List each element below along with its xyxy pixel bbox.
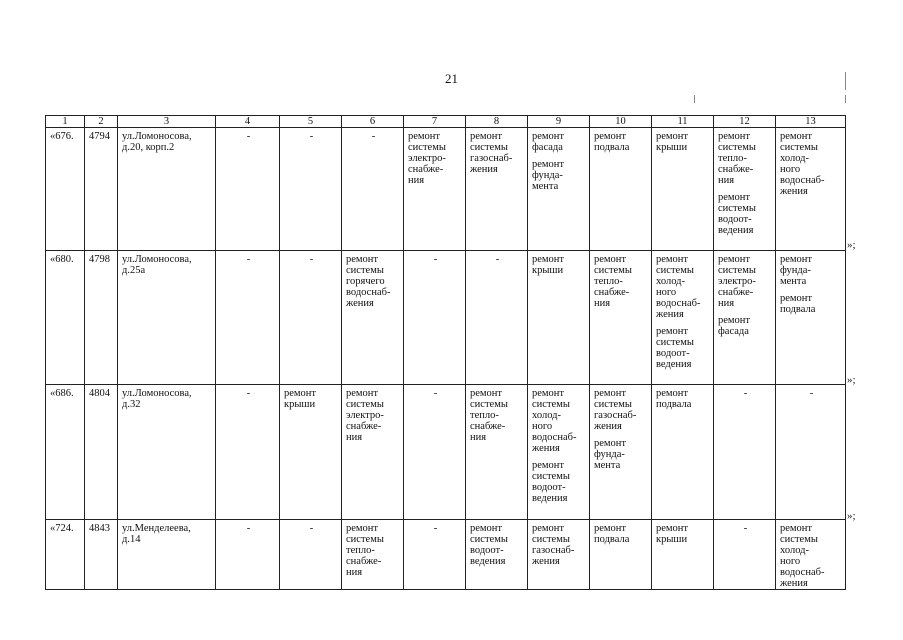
cell-col-4 xyxy=(216,251,280,385)
cell-item: ремонт системы холод- ного водоснаб- жения xyxy=(656,254,701,320)
cell-item: ремонт системы горячего водоснаб- жения xyxy=(346,254,391,309)
cell-col-7 xyxy=(404,520,466,590)
cell-item: «686. xyxy=(50,388,74,399)
column-header: 2 xyxy=(85,116,118,128)
cell-item: ремонт системы электро- снабже- ния xyxy=(718,254,756,309)
cell-col-12 xyxy=(714,128,776,251)
column-header: 5 xyxy=(280,116,342,128)
cell-item: ремонт подвала xyxy=(594,131,630,153)
cell-item: ремонт системы электро- снабже- ния xyxy=(346,388,384,443)
column-header: 1 xyxy=(46,116,85,128)
column-header: 8 xyxy=(466,116,528,128)
column-header: 13 xyxy=(776,116,846,128)
cell-item: ремонт фунда- мента xyxy=(532,159,565,192)
cell-item: ремонт фасада xyxy=(532,131,565,153)
cell-item: - xyxy=(743,388,748,399)
page-number: 21 xyxy=(445,71,458,86)
cell-item: ремонт системы тепло- снабже- ния xyxy=(594,254,632,309)
cell-item: ремонт крыши xyxy=(656,523,689,545)
cell-item: ул.Ломоносова, д.25а xyxy=(122,254,192,276)
cell-item: - xyxy=(246,388,251,399)
cell-col-10 xyxy=(590,128,652,251)
cell-item: ремонт системы тепло- снабже- ния xyxy=(470,388,508,443)
row-end-mark: »; xyxy=(847,239,856,251)
cell-col-7 xyxy=(404,128,466,251)
cell-item: ул.Ломоносова, д.20, корп.2 xyxy=(122,131,192,153)
cell-item: ул.Ломоносова, д.32 xyxy=(122,388,192,410)
cell-entry-number xyxy=(46,128,85,251)
cell-item: ремонт крыши xyxy=(284,388,317,410)
cell-house-id xyxy=(85,520,118,590)
cell-col-5 xyxy=(280,128,342,251)
cell-item: ремонт системы водоот- ведения xyxy=(532,460,570,504)
cell-col-10 xyxy=(590,385,652,520)
table-row xyxy=(46,385,846,520)
column-header: 11 xyxy=(652,116,714,128)
cell-entry-number xyxy=(46,251,85,385)
cell-item: ремонт фунда- мента xyxy=(594,438,627,471)
cell-col-6 xyxy=(342,251,404,385)
cell-col-13 xyxy=(776,251,846,385)
cell-col-8 xyxy=(466,128,528,251)
cell-item: - xyxy=(246,523,251,534)
cell-col-8 xyxy=(466,385,528,520)
cell-col-11 xyxy=(652,385,714,520)
cell-item: - xyxy=(433,254,438,265)
cell-col-9 xyxy=(528,385,590,520)
cell-col-11 xyxy=(652,520,714,590)
cell-col-13 xyxy=(776,128,846,251)
scan-speck xyxy=(845,72,846,90)
cell-item: ремонт системы газоснаб- жения xyxy=(594,388,637,432)
cell-item: - xyxy=(743,523,748,534)
cell-house-id xyxy=(85,251,118,385)
cell-col-4 xyxy=(216,520,280,590)
cell-col-6 xyxy=(342,385,404,520)
cell-item: - xyxy=(495,254,500,265)
column-header: 9 xyxy=(528,116,590,128)
cell-entry-number xyxy=(46,520,85,590)
cell-col-12 xyxy=(714,251,776,385)
cell-col-5 xyxy=(280,251,342,385)
cell-item: 4794 xyxy=(89,131,110,142)
cell-item: ремонт подвала xyxy=(594,523,630,545)
cell-col-7 xyxy=(404,385,466,520)
column-header: 6 xyxy=(342,116,404,128)
table-row xyxy=(46,251,846,385)
cell-col-10 xyxy=(590,251,652,385)
cell-item: 4804 xyxy=(89,388,110,399)
cell-item: ремонт фунда- мента xyxy=(780,254,813,287)
cell-item: ремонт системы электро- снабже- ния xyxy=(408,131,446,186)
cell-item: ул.Менделеева, д.14 xyxy=(122,523,191,545)
cell-col-10 xyxy=(590,520,652,590)
repair-schedule-table xyxy=(45,115,846,590)
cell-col-4 xyxy=(216,128,280,251)
cell-col-5 xyxy=(280,520,342,590)
cell-col-13 xyxy=(776,385,846,520)
cell-item: ремонт подвала xyxy=(780,293,816,315)
cell-col-9 xyxy=(528,520,590,590)
column-header: 10 xyxy=(590,116,652,128)
row-end-mark: »; xyxy=(847,374,856,386)
cell-item: - xyxy=(371,131,376,142)
column-header: 3 xyxy=(118,116,216,128)
cell-item: ремонт системы холод- ного водоснаб- жения xyxy=(780,523,825,589)
cell-item: - xyxy=(309,523,314,534)
cell-item: ремонт крыши xyxy=(532,254,565,276)
cell-col-9 xyxy=(528,128,590,251)
cell-address xyxy=(118,251,216,385)
cell-entry-number xyxy=(46,385,85,520)
cell-col-12 xyxy=(714,385,776,520)
cell-item: ремонт системы холод- ного водоснаб- жения xyxy=(780,131,825,197)
header-row xyxy=(46,116,846,128)
cell-col-13 xyxy=(776,520,846,590)
cell-item: ремонт подвала xyxy=(656,388,692,410)
cell-address xyxy=(118,385,216,520)
cell-col-4 xyxy=(216,385,280,520)
cell-item: ремонт крыши xyxy=(656,131,689,153)
table-row xyxy=(46,520,846,590)
cell-col-6 xyxy=(342,128,404,251)
column-header: 12 xyxy=(714,116,776,128)
cell-item: 4843 xyxy=(89,523,110,534)
cell-item: ремонт системы газоснаб- жения xyxy=(470,131,513,175)
cell-col-6 xyxy=(342,520,404,590)
cell-item: - xyxy=(309,254,314,265)
cell-item: - xyxy=(433,523,438,534)
cell-item: «676. xyxy=(50,131,74,142)
cell-item: ремонт фасада xyxy=(718,315,751,337)
cell-item: ремонт системы холод- ного водоснаб- жения xyxy=(532,388,577,454)
row-end-mark: »; xyxy=(847,510,856,522)
cell-item: - xyxy=(809,388,814,399)
cell-col-8 xyxy=(466,520,528,590)
cell-house-id xyxy=(85,128,118,251)
cell-item: 4798 xyxy=(89,254,110,265)
cell-item: - xyxy=(246,131,251,142)
table-row xyxy=(46,128,846,251)
cell-item: - xyxy=(246,254,251,265)
cell-item: ремонт системы газоснаб- жения xyxy=(532,523,575,567)
cell-address xyxy=(118,520,216,590)
cell-col-11 xyxy=(652,128,714,251)
cell-item: ремонт системы тепло- снабже- ния xyxy=(718,131,756,186)
cell-item: - xyxy=(309,131,314,142)
cell-house-id xyxy=(85,385,118,520)
cell-item: «724. xyxy=(50,523,74,534)
cell-item: «680. xyxy=(50,254,74,265)
cell-col-9 xyxy=(528,251,590,385)
scan-speck xyxy=(694,95,695,103)
cell-address xyxy=(118,128,216,251)
cell-item: ремонт системы тепло- снабже- ния xyxy=(346,523,384,578)
cell-item: ремонт системы водоот- ведения xyxy=(656,326,694,370)
cell-col-12 xyxy=(714,520,776,590)
column-header: 7 xyxy=(404,116,466,128)
cell-item: - xyxy=(433,388,438,399)
cell-item: ремонт системы водоот- ведения xyxy=(470,523,508,567)
cell-col-7 xyxy=(404,251,466,385)
scan-speck xyxy=(845,95,846,103)
column-header: 4 xyxy=(216,116,280,128)
cell-col-8 xyxy=(466,251,528,385)
cell-col-11 xyxy=(652,251,714,385)
cell-col-5 xyxy=(280,385,342,520)
cell-item: ремонт системы водоот- ведения xyxy=(718,192,756,236)
